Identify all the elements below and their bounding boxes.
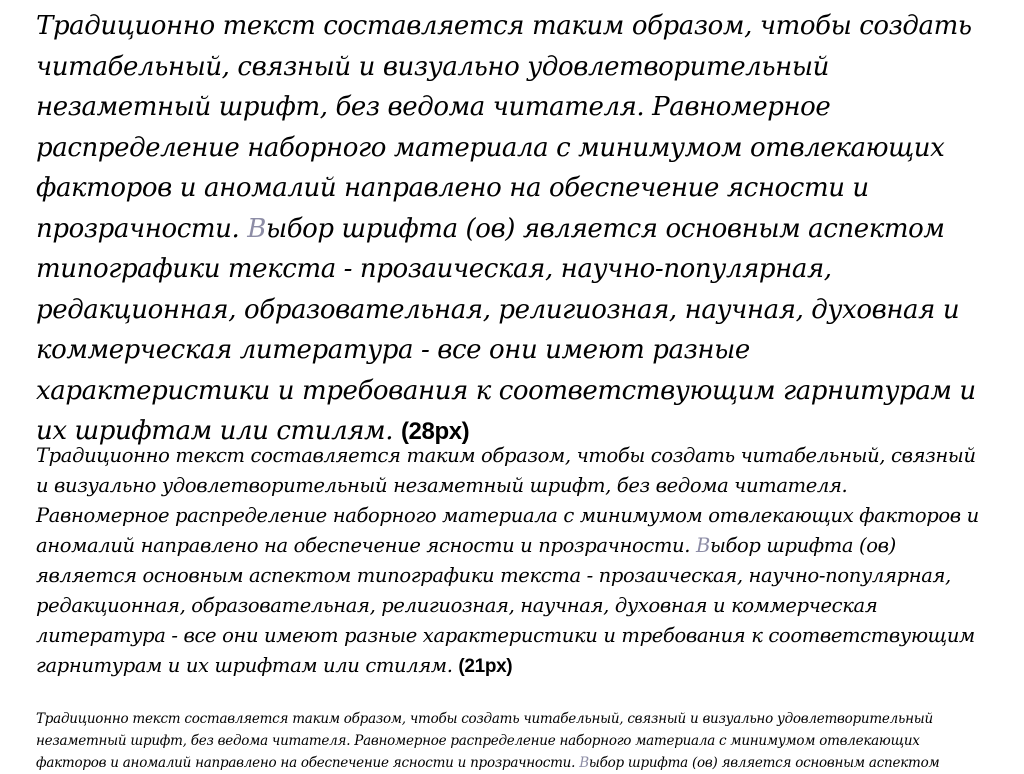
sample-text: Традиционно текст составляется таким образом, чтобы создать читабельный, связный и визуально удовлетворительный незаметный шрифт, без ведома читателя. Равномерное распределение наборного материала с минимумом отвлекающих факторов и аномалий направлено на обеспечение ясности и прозрачности. (36, 711, 933, 771)
highlighted-initial-letter: В (695, 534, 710, 557)
sample-text: Традиционно текст составляется таким образом, чтобы создать читабельный, связный и визуально удовлетворительный незаметный шрифт, без ведома читателя. Равномерное распределение наборного материала с минимумом отвлекающих факторов и аномалий направлено на обеспечение ясности и прозрачности. (36, 444, 979, 557)
font-sample-small (36, 708, 984, 774)
sample-text-continued: ыбор шрифта (ов) является основным аспектом типографики текста - прозаическая, научно-популярная, редакционная, образовательная, религиозная, научная, духовная и коммерческая литература - все они имеют разные характеристики и требования к соответствующим гарнитурам и их шрифтам или стилям. (36, 534, 975, 677)
highlighted-initial-letter: В (247, 213, 266, 244)
font-sample-28px (36, 6, 984, 453)
highlighted-initial-letter: В (579, 755, 589, 771)
font-sample-21px (36, 441, 984, 682)
font-size-label: (21px) (458, 656, 513, 677)
sample-text-continued: ыбор шрифта (ов) является основным аспектом (588, 755, 940, 771)
sample-text-continued: ыбор шрифта (ов) является основным аспектом типографики текста - прозаическая, научно-популярная, редакционная, образовательная, религиозная, научная, духовная и коммерческая литература - все они имеют разные характеристики и требования к соответствующим гарнитурам и их шрифтам или стилям. (36, 213, 976, 446)
sample-text: Традиционно текст составляется таким образом, чтобы создать читабельный, связный и визуально удовлетворительный незаметный шрифт, без ведома читателя. Равномерное распределение наборного материала с минимумом отвлекающих факторов и аномалий направлено на обеспечение ясности и прозрачности. (36, 11, 972, 244)
font-size-label: (28px) (400, 418, 470, 445)
